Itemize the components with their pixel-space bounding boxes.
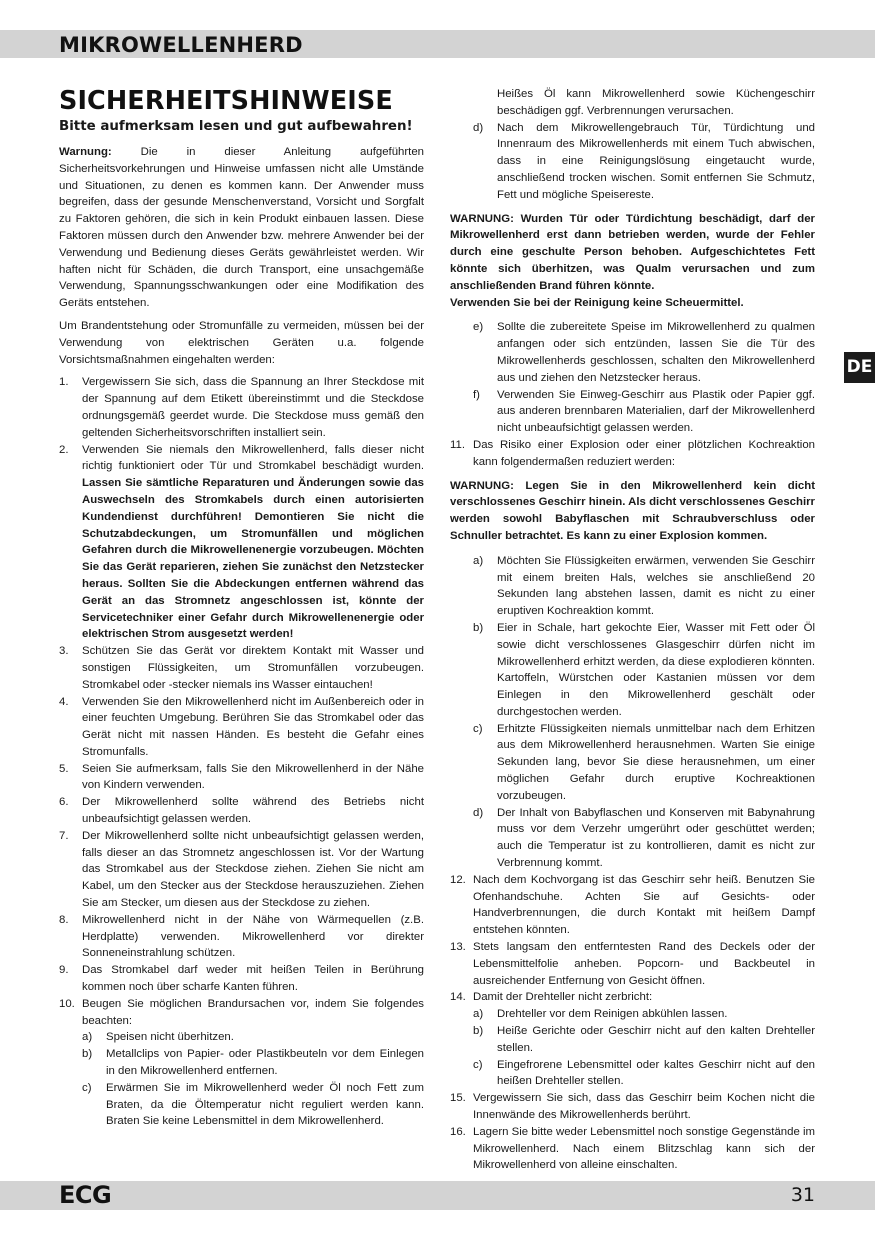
sub-list-text: Drehteller vor dem Reinigen abkühlen lassen. xyxy=(497,1008,728,1021)
list-item xyxy=(59,374,424,441)
sub-list-letter: e) xyxy=(473,321,484,334)
sub-list-text: Eingefrorene Lebensmittel oder kaltes Geschirr nicht auf den heißen Drehteller stellen. xyxy=(497,1058,815,1088)
list-text: Beugen Sie möglichen Brandursachen vor, indem Sie folgendes beachten: xyxy=(82,997,424,1027)
list-text: Das Stromkabel darf weder mit heißen Teilen in Berührung kommen noch über scharfe Kanten führen. xyxy=(82,964,424,994)
sub-list-item xyxy=(450,1006,815,1023)
list-number: 6. xyxy=(59,796,69,809)
sub-list-item xyxy=(59,1080,424,1130)
warning-block xyxy=(450,211,815,312)
list-item xyxy=(450,1124,815,1174)
warning-block xyxy=(450,478,815,545)
sub-list-item xyxy=(450,1023,815,1057)
page-number: 31 xyxy=(790,1184,815,1206)
warning-text: Die in dieser Anleitung aufgeführten Sicherheitsvorkehrungen und Hinweise umfassen nicht alle Umstände und Situationen, zu denen es kommen kann. Der Anwender muss begreifen, dass der gesunde Menschenverstand, Vorsicht und Sorgfalt zu Faktoren gehören, die sich in kein Produkt einbauen lassen. Diese Faktoren müssen durch den Anwender bzw. mehrere Anwender bei der Verwendung und Bedienung dieses Geräts gewährleistet werden. Wir haften nicht für Schäden, die durch Transport, eine unsachgemäße Verwendung, Spannungsschwankungen oder eine Modifikation des Geräts entstehen. xyxy=(59,146,424,310)
right-column xyxy=(450,86,815,1174)
sub-list-text: Speisen nicht überhitzen. xyxy=(106,1031,234,1044)
sub-list-item xyxy=(450,721,815,805)
list-number: 16. xyxy=(450,1125,466,1138)
list-text: Der Mikrowellenherd sollte während des Betriebs nicht unbeaufsichtigt gelassen werden. xyxy=(82,796,424,826)
list-number: 8. xyxy=(59,913,69,926)
sub-list-letter: b) xyxy=(473,621,484,634)
list-number: 4. xyxy=(59,695,69,708)
sub-list-letter: a) xyxy=(473,554,484,567)
sub-list-letter: c) xyxy=(473,722,483,735)
sub-list-item xyxy=(450,805,815,872)
list-number: 12. xyxy=(450,873,466,886)
list-number: 14. xyxy=(450,991,466,1004)
warning-text: WARNUNG: Legen Sie in den Mikrowellenherd kein dicht verschlossenes Geschirr hinein. Als dicht verschlossenes Geschirr werden sowohl Babyflaschen mit Schraubverschluss oder Schnuller betrachtet. Es kann zu einer Explosion kommen. xyxy=(450,479,815,542)
sub-list-text: Möchten Sie Flüssigkeiten erwärmen, verwenden Sie Geschirr mit einem breiten Hals, welches sie anschließend 20 Sekunden lang abstehen lassen, damit es nicht zu einer eruptiven Kochreaktion kommt. xyxy=(497,554,815,618)
sub-list-text: Erwärmen Sie im Mikrowellenherd weder Öl noch Fett zum Braten, da die Öltemperatur nicht reguliert werden kann. Braten Sie keine Lebensmittel in dem Mikrowellenherd. xyxy=(106,1081,424,1128)
warning-label: Warnung: xyxy=(59,146,112,158)
list-item xyxy=(59,794,424,828)
sub-list-item xyxy=(450,319,815,386)
list-item xyxy=(450,437,815,471)
sub-list-text: Der Inhalt von Babyflaschen und Konserven mit Babynahrung muss vor dem Verzehr umgerührt oder geschüttet werden; auch die Temperatur ist zu kontrollieren, damit es nicht zur Verbrennung kommt. xyxy=(497,806,815,870)
list-item xyxy=(59,912,424,962)
list-item xyxy=(59,643,424,693)
header-bar xyxy=(0,30,875,58)
footer-bar xyxy=(0,1181,875,1210)
sub-list-item xyxy=(59,1029,424,1046)
sub-list-letter: d) xyxy=(473,806,484,819)
sub-list-text: Heiße Gerichte oder Geschirr nicht auf den kalten Drehteller stellen. xyxy=(497,1025,815,1054)
header-title: MIKROWELLENHERD xyxy=(59,33,303,57)
list-number: 1. xyxy=(59,376,69,389)
left-column xyxy=(59,85,424,1130)
list-text: Verwenden Sie den Mikrowellenherd nicht im Außenbereich oder in einer feuchten Umgebung. Berühren Sie das Stromkabel oder das Gerät nicht mit nassen Händen. Es besteht die Gefahr eines Stromunfalls. xyxy=(82,695,424,758)
sub-list-letter: a) xyxy=(473,1008,484,1021)
sub-list-text: Erhitzte Flüssigkeiten niemals unmittelbar nach dem Erhitzen aus dem Mikrowellenherd herausnehmen. Warten Sie einige Sekunden lang, bevor Sie diese herausnehmen, um einer möglichen Gefahr durch eruptive Kochreaktionen vorzubeugen. xyxy=(497,722,815,802)
sub-list-text: Metallclips von Papier- oder Plastikbeuteln vor dem Einlegen in den Mikrowellenherd entfernen. xyxy=(106,1048,424,1078)
list-item xyxy=(450,872,815,939)
list-item xyxy=(450,989,815,1006)
subtitle: Bitte aufmerksam lesen und gut aufbewahren! xyxy=(59,119,413,134)
sub-list-letter: a) xyxy=(82,1031,93,1044)
sub-list-item xyxy=(59,1046,424,1080)
list-text: Seien Sie aufmerksam, falls Sie den Mikrowellenherd in der Nähe von Kindern verwenden. xyxy=(82,762,424,792)
list-text: Damit der Drehteller nicht zerbricht: xyxy=(473,991,653,1004)
warning-text: WARNUNG: Wurden Tür oder Türdichtung beschädigt, darf der Mikrowellenherd erst dann betrieben werden, wurde der Fehler durch eine geschulte Person behoben. Aufgeschichtetes Fett könnte sich überhitzen, was Qualm verursachen und zum anschließenden Brand führen könnte. xyxy=(450,212,815,292)
sub-list-letter: b) xyxy=(82,1048,93,1061)
sub-list-item xyxy=(450,120,815,204)
list-number: 3. xyxy=(59,645,69,658)
page-title: SICHERHEITSHINWEISE xyxy=(59,86,393,116)
sub-list-continuation xyxy=(450,86,815,120)
list-item xyxy=(450,1090,815,1124)
list-text-bold: Lassen Sie sämtliche Reparaturen und Änderungen sowie das Auswechseln des Stromkabels durch einen autorisierten Kundendienst durchführen! Demontieren Sie nicht die Schutzabdeckungen, um Stromunfällen und möglichen Gefahren durch die Mikrowellenenergie vorzubeugen. Möchten Sie das Gerät reparieren, ziehen Sie zunächst den Netzstecker heraus. Sollten Sie die Abdeckungen entfernen während das Gerät an das Stromnetz angeschlossen ist, könnte der Servicetechniker einer Gefahr durch Mikrowellenenergie oder elektrischen Strom ausgesetzt werden! xyxy=(82,477,424,641)
list-text: Das Risiko einer Explosion oder einer plötzlichen Kochreaktion kann folgendermaßen reduziert werden: xyxy=(473,438,815,468)
warning-paragraph xyxy=(59,144,424,312)
sub-list-text: Nach dem Mikrowellengebrauch Tür, Türdichtung und Innenraum des Mikrowellenherds mit einem Tuch abwischen, dass in eine Reinigungslösung eingetaucht wurde, anschließend trocken wischen. Somit entfernen Sie Schmutz, Fett und mögliche Speisereste. xyxy=(497,121,815,201)
list-text: Der Mikrowellenherd sollte nicht unbeaufsichtigt gelassen werden, falls dieser an das Stromnetz angeschlossen ist. Vor der Wartung das Stromkabel aus der Steckdose ziehen. Ziehen Sie nicht am Kabel, um den Stecker aus der Steckdose herauszuziehen. Ziehen Sie am Stecker, um diesen aus der Steckdose zu ziehen. xyxy=(82,829,424,910)
list-text: Mikrowellenherd nicht in der Nähe von Wärmequellen (z.B. Herdplatte) verwenden. Mikrowellenherd vor direkter Sonneneinstrahlung schützen. xyxy=(82,913,424,960)
list-text: Nach dem Kochvorgang ist das Geschirr sehr heiß. Benutzen Sie Ofenhandschuhe. Achten Sie auf Gesichts- oder Handverbrennungen, die durch Kontakt mit heißem Dampf entstehen könnten. xyxy=(473,873,815,937)
list-item xyxy=(59,761,424,795)
list-text: Schützen Sie das Gerät vor direktem Kontakt mit Wasser und sonstigen Flüssigkeiten, um Stromunfällen vorzubeugen. Stromkabel oder -stecker niemals ins Wasser eintauchen! xyxy=(82,645,424,691)
list-number: 10. xyxy=(59,997,75,1010)
list-text: Stets langsam den entferntesten Rand des Deckels oder der Lebensmittelfolie anheben. Popcorn- und Backbeutel in ausreichender Entfernung von Gesicht öffnen. xyxy=(473,941,815,987)
list-number: 5. xyxy=(59,762,69,775)
sub-list-item xyxy=(450,387,815,437)
sub-list-letter: c) xyxy=(82,1081,92,1094)
sub-list-letter: d) xyxy=(473,121,484,134)
sub-list-item xyxy=(450,1057,815,1091)
list-text: Vergewissern Sie sich, dass die Spannung an Ihrer Steckdose mit der Spannung auf dem Etikett übereinstimmt und die Steckdose ordnungsgemäß geerdet wurde. Die Steckdose muss gemäß den geltenden Sicherheitsvorschriften installiert sein. xyxy=(82,376,424,439)
sub-list-letter: f) xyxy=(473,388,480,401)
sub-list-item xyxy=(450,620,815,721)
list-item xyxy=(59,442,424,644)
sub-list-text: Eier in Schale, hart gekochte Eier, Wasser mit Fett oder Öl sowie dicht verschlossenes Glasgeschirr dürfen nicht im Mikrowellenherd erhitzt werden, da diese explodieren könnten. Kartoffeln, Würstchen oder Kastanien müssen vor dem Einlegen in den Mikrowellenherd geschält oder durchgestochen werden. xyxy=(497,621,815,718)
sub-list-text: Heißes Öl kann Mikrowellenherd sowie Küchengeschirr beschädigen ggf. Verbrennungen verursachen. xyxy=(497,88,815,117)
list-text: Lagern Sie bitte weder Lebensmittel noch sonstige Gegenstände im Mikrowellenherd. Nach einem Blitzschlag kann sich der Mikrowellenherd von alleine einschalten. xyxy=(473,1125,815,1172)
list-number: 7. xyxy=(59,829,69,842)
brand-logo: ECG xyxy=(59,1181,112,1209)
sub-list-text: Verwenden Sie Einweg-Geschirr aus Plastik oder Papier ggf. aus anderen brennbaren Materialien, darf der Mikrowellenherd nicht unbeaufsichtigt gelassen werden. xyxy=(497,388,815,435)
list-item xyxy=(59,996,424,1030)
language-tab: DE xyxy=(844,352,875,383)
list-number: 11. xyxy=(450,438,465,451)
list-number: 9. xyxy=(59,964,69,977)
sub-list-text: Sollte die zubereitete Speise im Mikrowellenherd zu qualmen anfangen oder sich entzünden, lassen Sie die Tür des Mikrowellenherds geschlossen, schalten den Mikrowellenherd aus und ziehen den Netzstecker heraus. xyxy=(497,321,815,384)
sub-list-letter: b) xyxy=(473,1025,484,1038)
list-item xyxy=(59,694,424,761)
list-text: Vergewissern Sie sich, dass das Geschirr beim Kochen nicht die Innenwände des Mikrowellenherds berührt. xyxy=(473,1092,815,1122)
list-item xyxy=(59,828,424,912)
list-text: Verwenden Sie niemals den Mikrowellenherd, falls dieser nicht richtig funktioniert oder Tür und Stromkabel beschädigt wurden. xyxy=(82,443,424,473)
list-number: 13. xyxy=(450,941,466,954)
list-item xyxy=(59,962,424,996)
sub-list-item xyxy=(450,553,815,620)
list-number: 15. xyxy=(450,1092,466,1105)
list-number: 2. xyxy=(59,443,69,456)
list-item xyxy=(450,939,815,989)
sub-list-letter: c) xyxy=(473,1058,483,1071)
warning-text: Verwenden Sie bei der Reinigung keine Scheuermittel. xyxy=(450,296,744,309)
intro-paragraph: Um Brandentstehung oder Stromunfälle zu vermeiden, müssen bei der Verwendung von elektrischen Geräten u.a. folgende Vorsichtsmaßnahmen eingehalten werden: xyxy=(59,319,424,366)
safety-list xyxy=(59,374,424,1130)
